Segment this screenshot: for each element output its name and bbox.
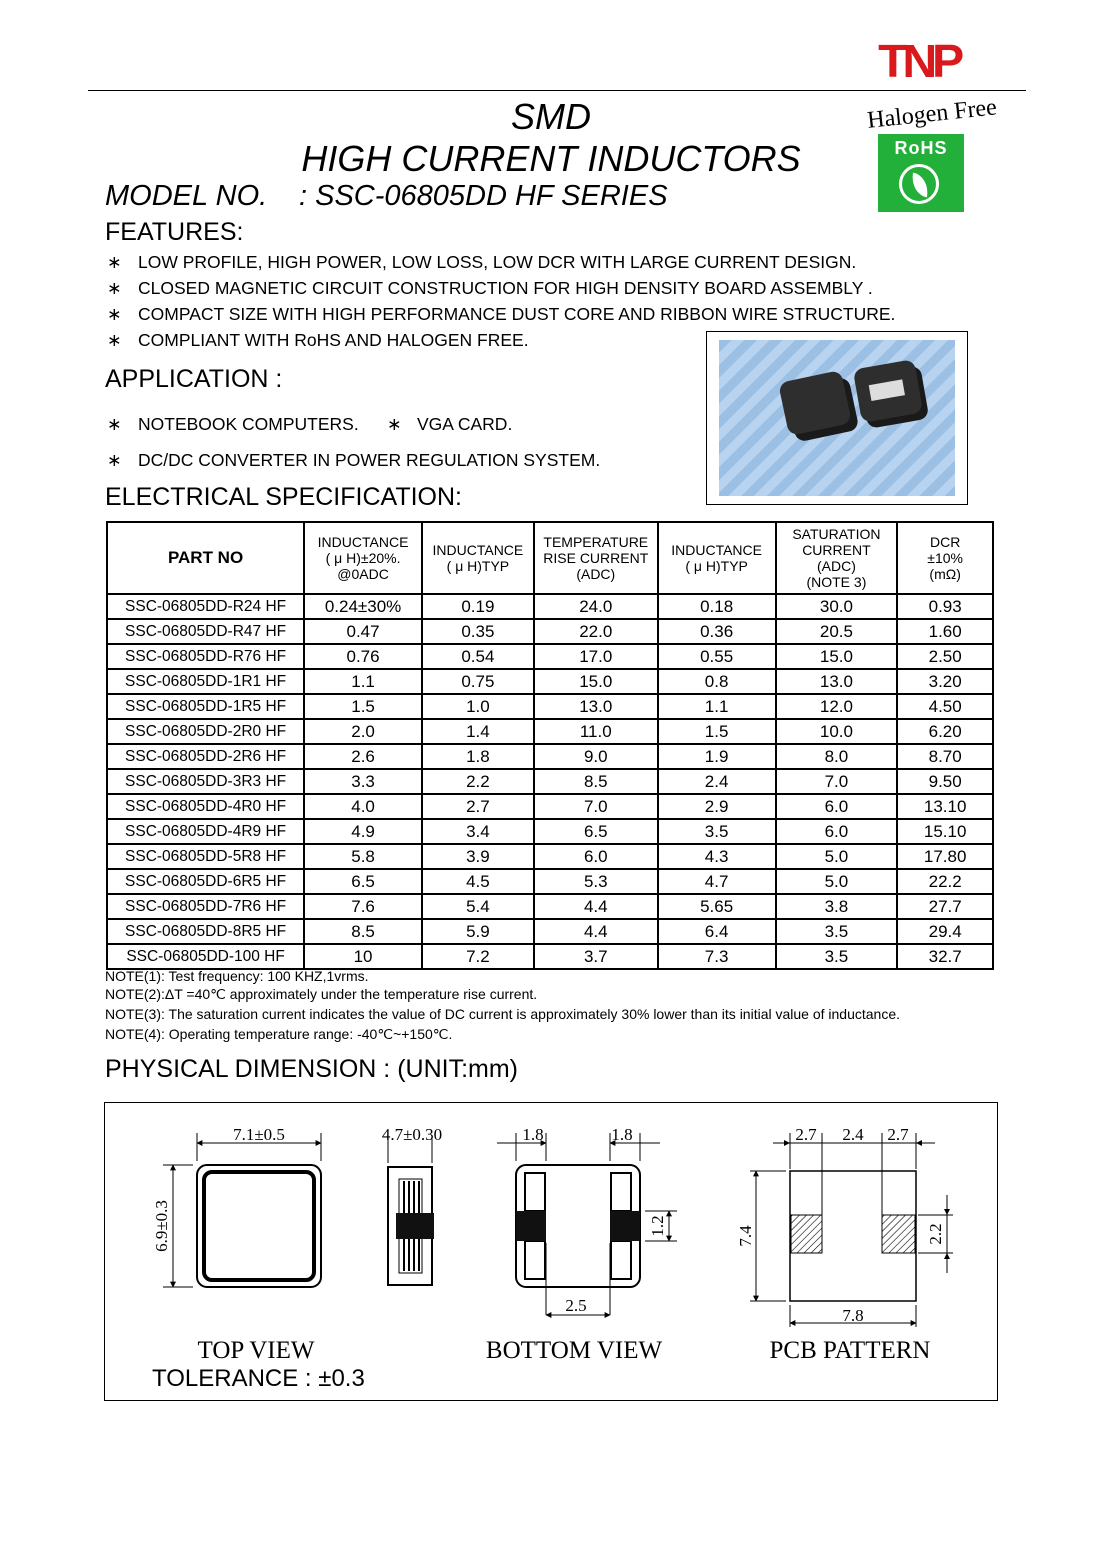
table-cell: 3.9 [422,844,534,869]
table-cell: 10 [304,944,422,969]
table-cell: 10.0 [776,719,898,744]
table-cell: SSC-06805DD-R24 HF [107,594,304,619]
table-cell: 9.50 [897,769,993,794]
table-cell: 5.3 [534,869,658,894]
table-cell: 0.18 [658,594,776,619]
table-cell: 7.2 [422,944,534,969]
table-cell: 3.7 [534,944,658,969]
dim-pcb-mid: 2.4 [842,1125,864,1144]
table-cell: 13.0 [776,669,898,694]
dim-side-thickness: 4.7±0.30 [381,1125,443,1144]
table-cell: 8.5 [304,919,422,944]
table-cell: 0.35 [422,619,534,644]
table-cell: 27.7 [897,894,993,919]
table-cell: 32.7 [897,944,993,969]
feature-item: ∗ LOW PROFILE, HIGH POWER, LOW LOSS, LOW DCR WITH LARGE CURRENT DESIGN. [107,252,857,272]
halogen-free-label: Halogen Free [866,94,998,134]
table-cell: 4.4 [534,919,658,944]
col-header: PART NO [107,522,304,594]
bullet-icon: ∗ [107,278,122,298]
pcb-pattern-label: PCB PATTERN [769,1337,931,1364]
inductor-bottom-image [853,359,923,423]
table-cell: SSC-06805DD-8R5 HF [107,919,304,944]
table-cell: 8.0 [776,744,898,769]
table-row [107,769,993,794]
table-row [107,594,993,619]
note-2: NOTE(2):ΔT =40℃ approximately under the temperature rise current. [105,986,538,1002]
table-cell: 1.0 [422,694,534,719]
table-row [107,644,993,669]
table-cell: 2.2 [422,769,534,794]
table-cell: 7.0 [534,794,658,819]
table-cell: 13.0 [534,694,658,719]
table-cell: SSC-06805DD-1R1 HF [107,669,304,694]
feature-item: ∗ CLOSED MAGNETIC CIRCUIT CONSTRUCTION FOR HIGH DENSITY BOARD ASSEMBLY . [107,278,873,298]
bottom-view-drawing [486,1125,677,1364]
table-cell: SSC-06805DD-2R6 HF [107,744,304,769]
table-cell: SSC-06805DD-1R5 HF [107,694,304,719]
table-cell: 1.8 [422,744,534,769]
table-cell: 3.5 [776,919,898,944]
col-header: TEMPERATURE RISE CURRENT (ADC) [534,522,658,594]
table-cell: 7.0 [776,769,898,794]
table-cell: 15.0 [534,669,658,694]
table-cell: SSC-06805DD-R76 HF [107,644,304,669]
table-cell: 4.3 [658,844,776,869]
table-cell: 1.5 [304,694,422,719]
bullet-icon: ∗ [107,450,122,470]
table-cell: 29.4 [897,919,993,944]
table-row [107,894,993,919]
table-cell: 2.0 [304,719,422,744]
table-cell: SSC-06805DD-7R6 HF [107,894,304,919]
application-heading: APPLICATION : [105,365,283,393]
table-cell: 5.65 [658,894,776,919]
note-1: NOTE(1): Test frequency: 100 KHZ,1vrms. [105,968,369,984]
title-smd: SMD [511,96,591,137]
table-cell: 0.93 [897,594,993,619]
table-cell: 8.70 [897,744,993,769]
table-cell: 0.47 [304,619,422,644]
dim-pcb-pad: 2.2 [926,1223,945,1245]
table-cell: 0.36 [658,619,776,644]
table-row [107,844,993,869]
col-header: DCR ±10% (mΩ) [897,522,993,594]
dimension-drawing [104,1102,998,1401]
note-3: NOTE(3): The saturation current indicates the value of DC current is approximately 30% lower than its initial value of inductance. [105,1006,901,1022]
dim-top-width: 7.1±0.5 [233,1125,285,1144]
leaf-icon [899,164,939,204]
table-cell: 15.0 [776,644,898,669]
table-cell: 6.5 [304,869,422,894]
table-cell: 4.4 [534,894,658,919]
table-row [107,944,993,969]
table-cell: 5.4 [422,894,534,919]
table-cell: 5.8 [304,844,422,869]
model-label: MODEL NO. [105,180,268,212]
top-view-drawing [152,1125,321,1364]
table-cell: SSC-06805DD-4R0 HF [107,794,304,819]
table-cell: SSC-06805DD-2R0 HF [107,719,304,744]
table-row [107,819,993,844]
table-cell: 6.4 [658,919,776,944]
bottom-view-label: BOTTOM VIEW [485,1337,663,1364]
application-item: ∗ NOTEBOOK COMPUTERS. [107,414,359,434]
col-header: INDUCTANCE ( μ H)TYP [422,522,534,594]
table-cell: 15.10 [897,819,993,844]
table-cell: 0.24±30% [304,594,422,619]
table-row [107,719,993,744]
table-cell: 17.0 [534,644,658,669]
table-cell: 4.5 [422,869,534,894]
top-view-label: TOP VIEW [197,1337,315,1364]
header-rule [88,90,1026,91]
inductor-top-image [778,370,852,436]
table-cell: 7.6 [304,894,422,919]
table-cell: 8.5 [534,769,658,794]
table-cell: 3.5 [658,819,776,844]
table-cell: 6.0 [776,794,898,819]
table-cell: 0.55 [658,644,776,669]
table-cell: 12.0 [776,694,898,719]
col-header: SATURATION CURRENT (ADC) (NOTE 3) [776,522,898,594]
table-cell: 2.6 [304,744,422,769]
features-heading: FEATURES: [105,218,244,246]
table-cell: 1.9 [658,744,776,769]
rohs-badge [878,134,964,212]
table-cell: 17.80 [897,844,993,869]
bullet-icon: ∗ [107,330,122,350]
table-cell: 6.0 [534,844,658,869]
table-cell: 2.9 [658,794,776,819]
electrical-heading: ELECTRICAL SPECIFICATION: [105,483,463,511]
table-cell: 0.54 [422,644,534,669]
col-header: INDUCTANCE ( μ H)±20%. @0ADC [304,522,422,594]
table-cell: 22.2 [897,869,993,894]
table-row [107,794,993,819]
dim-top-height: 6.9±0.3 [152,1200,171,1252]
table-row [107,869,993,894]
table-row [107,694,993,719]
application-item: ∗ DC/DC CONVERTER IN POWER REGULATION SYSTEM. [107,450,601,470]
table-cell: 1.4 [422,719,534,744]
table-row [107,669,993,694]
col-header: INDUCTANCE ( μ H)TYP [658,522,776,594]
table-cell: 6.5 [534,819,658,844]
table-cell: 0.19 [422,594,534,619]
title-product: HIGH CURRENT INDUCTORS [301,138,801,179]
table-cell: 24.0 [534,594,658,619]
table-cell: 22.0 [534,619,658,644]
table-cell: 5.9 [422,919,534,944]
table-cell: 1.60 [897,619,993,644]
table-cell: 9.0 [534,744,658,769]
table-row [107,744,993,769]
bullet-icon: ∗ [107,252,122,272]
dim-bottom-gap: 2.5 [565,1296,587,1315]
tolerance-note: TOLERANCE : ±0.3 [152,1365,365,1392]
table-cell: 6.0 [776,819,898,844]
table-cell: 1.1 [658,694,776,719]
table-cell: 1.5 [658,719,776,744]
table-cell: 0.75 [422,669,534,694]
feature-item: ∗ COMPACT SIZE WITH HIGH PERFORMANCE DUST CORE AND RIBBON WIRE STRUCTURE. [107,304,896,324]
table-cell: SSC-06805DD-5R8 HF [107,844,304,869]
rohs-label: RoHS [894,138,948,158]
table-cell: 7.3 [658,944,776,969]
table-row [107,919,993,944]
dim-bottom-pad: 1.2 [648,1215,667,1237]
application-item: ∗ VGA CARD. [387,414,513,434]
table-cell: 1.1 [304,669,422,694]
table-cell: 2.50 [897,644,993,669]
table-cell: 3.4 [422,819,534,844]
bullet-icon: ∗ [107,414,122,434]
table-cell: 3.8 [776,894,898,919]
table-header-row [107,522,993,594]
table-cell: 5.0 [776,869,898,894]
table-cell: 5.0 [776,844,898,869]
table-cell: SSC-06805DD-4R9 HF [107,819,304,844]
model-number [105,180,668,213]
physical-heading: PHYSICAL DIMENSION : (UNIT:mm) [105,1055,518,1083]
table-cell: 4.9 [304,819,422,844]
bullet-icon: ∗ [107,304,122,324]
table-cell: 11.0 [534,719,658,744]
table-cell: 0.8 [658,669,776,694]
table-cell: 4.7 [658,869,776,894]
dim-bottom-right: 1.8 [611,1125,633,1144]
dim-bottom-left: 1.8 [522,1125,544,1144]
table-cell: 3.3 [304,769,422,794]
dim-pcb-right: 2.7 [887,1125,909,1144]
dim-pcb-height: 7.4 [736,1225,755,1247]
pcb-pattern-drawing [736,1125,953,1364]
table-cell: 4.50 [897,694,993,719]
spec-table [106,521,994,970]
product-photo [706,331,968,505]
side-view-drawing [382,1125,442,1285]
table-cell: 6.20 [897,719,993,744]
model-value: : SSC-06805DD HF SERIES [299,180,668,212]
bullet-icon: ∗ [387,414,402,434]
note-4: NOTE(4): Operating temperature range: -40℃~+150℃. [105,1026,453,1042]
dim-pcb-left: 2.7 [795,1125,817,1144]
table-cell: 20.5 [776,619,898,644]
table-cell: SSC-06805DD-R47 HF [107,619,304,644]
table-cell: 0.76 [304,644,422,669]
table-row [107,619,993,644]
table-cell: 2.7 [422,794,534,819]
table-cell: SSC-06805DD-100 HF [107,944,304,969]
table-cell: 2.4 [658,769,776,794]
table-cell: SSC-06805DD-6R5 HF [107,869,304,894]
table-cell: SSC-06805DD-3R3 HF [107,769,304,794]
feature-item: ∗ COMPLIANT WITH RoHS AND HALOGEN FREE. [107,330,529,350]
brand-logo: TNP [878,35,959,87]
table-cell: 30.0 [776,594,898,619]
table-cell: 4.0 [304,794,422,819]
dim-pcb-width: 7.8 [842,1306,864,1325]
table-cell: 13.10 [897,794,993,819]
table-cell: 3.20 [897,669,993,694]
table-cell: 3.5 [776,944,898,969]
